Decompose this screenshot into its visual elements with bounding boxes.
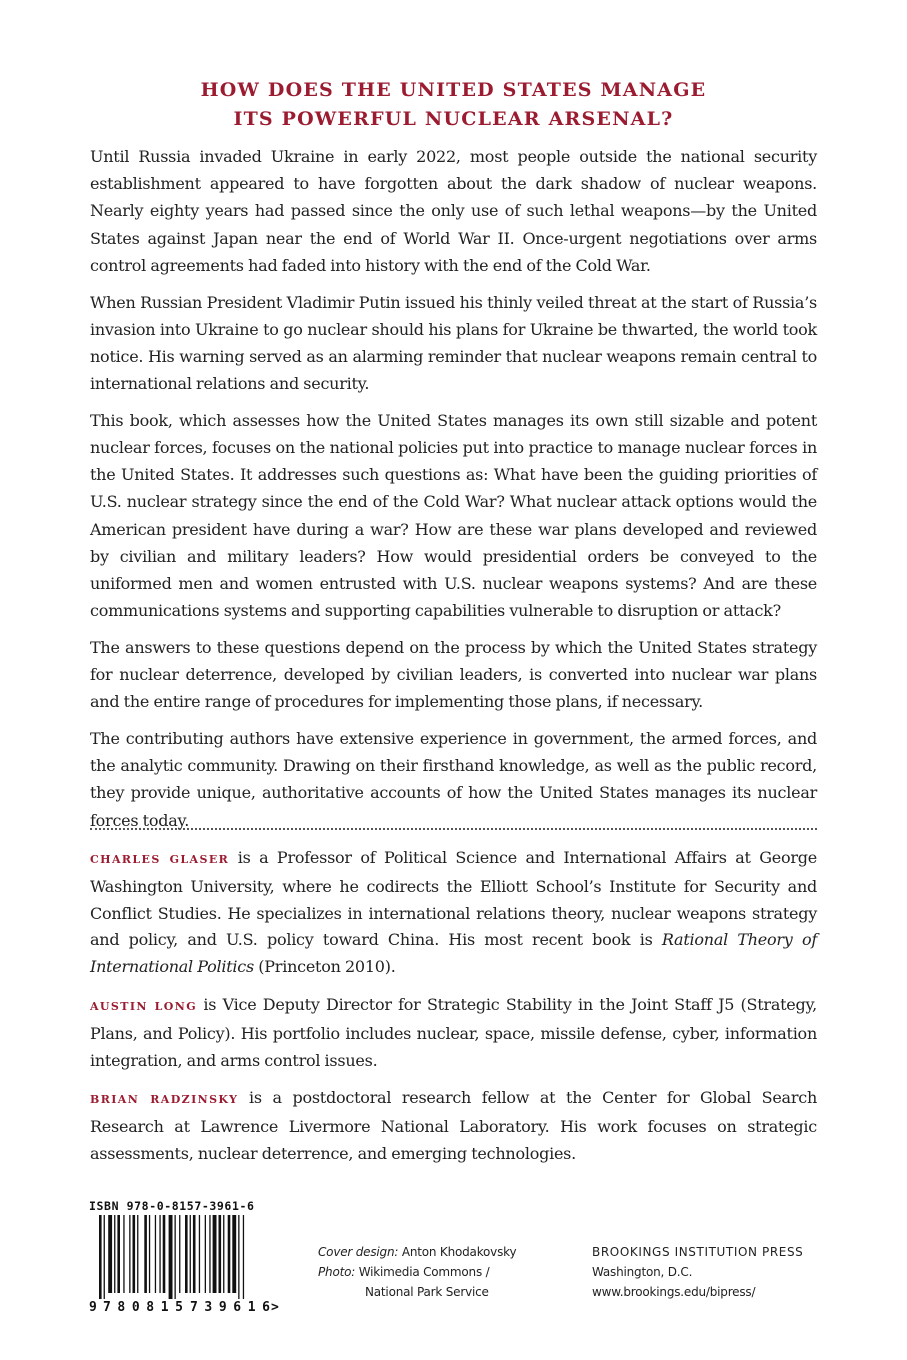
description-paragraph: Until Russia invaded Ukraine in early 2022, most people outside the national security establishment appeared to have forgotten about the dark shadow of nuclear weapons. Nearly eighty years had passed since the only use of such lethal weapons—by the United States against Japan near the end of World War II. Once-urgent negotiations over arms control agreements had faded into history with the end of the Cold War. (90, 147, 817, 275)
barcode-bar (209, 1215, 210, 1293)
description-paragraph: When Russian President Vladimir Putin issued his thinly veiled threat at the start of Russia’s invasion into Ukraine to go nuclear should his plans for Ukraine be thwarted, the world took notice. His warning served as an alarming reminder that nuclear weapons remain central to international relations and security. (90, 292, 817, 394)
author-bios (90, 845, 817, 1179)
barcode-bar (238, 1215, 239, 1299)
barcode-bar (213, 1215, 217, 1293)
author-bio-text-end: (Princeton 2010). (253, 957, 396, 977)
barcode-left-digits: 780815 (103, 1300, 183, 1315)
barcode-bar (190, 1215, 191, 1293)
author-bio (90, 992, 817, 1074)
publisher-block (592, 1242, 817, 1302)
headline-line-1: HOW DOES THE UNITED STATES MANAGE (200, 79, 707, 101)
publisher-city: Washington, D.C. (592, 1265, 693, 1279)
description-body (90, 143, 817, 843)
cover-design-credit (318, 1242, 548, 1262)
barcode-bar (163, 1215, 166, 1293)
back-cover-headline (90, 76, 817, 134)
barcode-bar (185, 1215, 188, 1293)
barcode-bar (205, 1215, 206, 1293)
description-paragraph: This book, which assesses how the United States manages its own still sizable and potent nuclear forces, focuses on the national policies put into practice to manage nuclear forces in the United States. It addresses such questions as: What have been the guiding priorities of U.S. nuclear strategy since the end of the Cold War? What nuclear attack options would the American president have during a war? How are these war plans developed and reviewed by civilian and military leaders? How would presidential orders be conveyed to the uniformed men and women entrusted with U.S. nuclear weapons systems? And are these communications systems and supporting capabilities vulnerable to disruption or attack? (90, 410, 817, 621)
photo-label: Photo: (318, 1265, 356, 1279)
barcode-end-mark: > (271, 1300, 279, 1315)
barcode-leading-digit: 9 (89, 1300, 97, 1315)
barcode-right-digits: 739616 (190, 1300, 270, 1315)
barcode-bar (99, 1215, 102, 1299)
author-bio-text: is a Professor of Political Science and International Affairs at George Washington University, where he codirects the Elliott School’s Institute for Security and Conflict Studies. He specializes in international relations theory, nuclear weapons strategy and policy, and U.S. policy toward China. His most recent book is (90, 848, 818, 950)
photo-credit-cont: National Park Service (365, 1285, 489, 1299)
publisher-url: www.brookings.edu/bipress/ (592, 1285, 756, 1299)
cover-credits (318, 1242, 548, 1302)
barcode-bar (175, 1215, 176, 1299)
barcode-bar (219, 1215, 222, 1293)
barcode-bar (104, 1215, 105, 1299)
barcode-bar (223, 1215, 224, 1293)
barcode-bar (155, 1215, 156, 1293)
barcode-bar (114, 1215, 115, 1293)
author-name: CHARLES GLASER (90, 853, 230, 866)
barcode-bar (169, 1215, 173, 1299)
isbn-barcode (87, 1195, 282, 1317)
barcode-bar (159, 1215, 160, 1293)
barcode-bar (137, 1215, 138, 1293)
barcode-bar (179, 1215, 180, 1293)
barcode-bar (228, 1215, 231, 1293)
barcode-bar (108, 1215, 112, 1293)
author-bio (90, 845, 817, 981)
cover-design-label: Cover design: (318, 1245, 399, 1259)
author-name: AUSTIN LONG (90, 999, 197, 1013)
barcode-bar (133, 1215, 136, 1293)
barcode-bar (129, 1215, 130, 1293)
barcode-bar (123, 1215, 124, 1293)
book-title: Rational Theory of International Politics (90, 930, 817, 977)
cover-design-value: Anton Khodakovsky (398, 1245, 517, 1259)
barcode-bar (243, 1215, 244, 1299)
author-name: BRIAN RADZINSKY (90, 1093, 239, 1107)
photo-credit (318, 1262, 548, 1282)
author-bio (90, 1085, 817, 1167)
barcode-graphic (87, 1215, 282, 1315)
barcode-bar (199, 1215, 200, 1293)
author-bio-text: is a postdoctoral research fellow at the Center for Global Search Research at Lawrence Livermore National Laboratory. His work focuses on strategic assessments, nuclear deterrence, and emerging technologies. (90, 1088, 817, 1163)
barcode-bar (193, 1215, 196, 1293)
author-bio-text: is Vice Deputy Director for Strategic Stability in the Joint Staff J5 (Strategy, Plans, and Policy). His portfolio includes nuclear, space, missile defense, cyber, information integration, and arms control issues. (90, 994, 818, 1070)
barcode-bar (144, 1215, 147, 1293)
headline-line-2: ITS POWERFUL NUCLEAR ARSENAL? (233, 108, 674, 130)
barcode-bar (117, 1215, 120, 1293)
photo-value: Wikimedia Commons / (355, 1265, 490, 1279)
dotted-divider (90, 828, 817, 830)
description-paragraph: The contributing authors have extensive experience in government, the armed forces, and the analytic community. Drawing on their firsthand knowledge, as well as the public record, they provide unique, authoritative accounts of how the United States manages its nuclear forces today. (90, 729, 817, 830)
barcode-bar (232, 1215, 236, 1293)
isbn-label: ISBN 978-0-8157-3961-6 (89, 1199, 255, 1213)
publisher-name: BROOKINGS INSTITUTION PRESS (592, 1245, 804, 1259)
description-paragraph: The answers to these questions depend on the process by which the United States strategy for nuclear deterrence, developed by civilian leaders, is converted into nuclear war plans and the entire range of procedures for implementing those plans, if necessary. (90, 637, 817, 712)
barcode-bar (149, 1215, 150, 1293)
